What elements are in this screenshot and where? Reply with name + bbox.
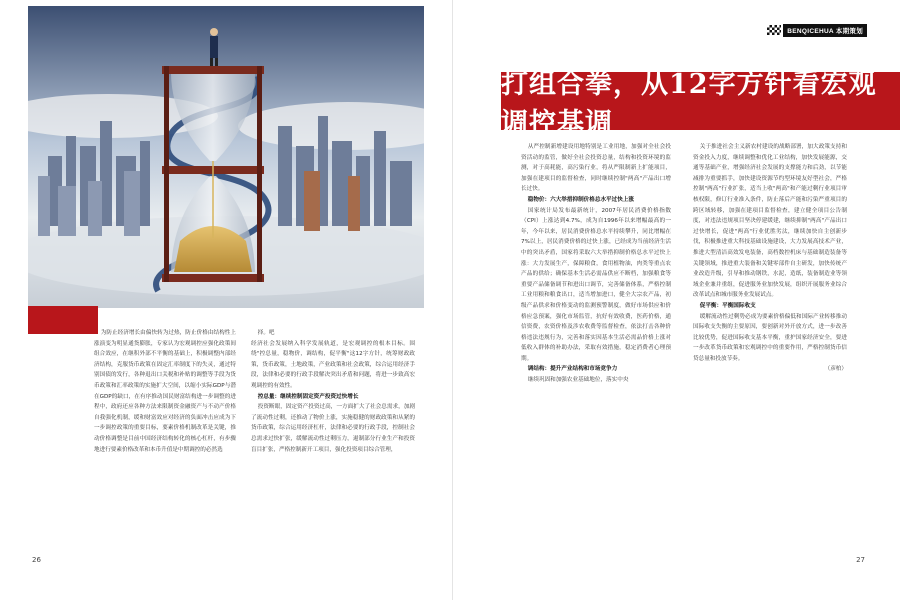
paragraph: 继续巩固和加强农业基础地位，落实中央 <box>527 377 629 384</box>
page-number-left: 26 <box>32 556 41 564</box>
subheading: 控总量：继续控制固定资产投资过快增长 <box>257 393 359 400</box>
page-number-right: 27 <box>856 556 865 564</box>
section-header <box>767 24 867 36</box>
column-4 <box>693 142 847 375</box>
column-3 <box>521 142 671 386</box>
section-tag: BENQICEHUA 本期策划 <box>783 24 867 37</box>
right-page <box>452 0 900 600</box>
red-accent-band <box>28 306 98 334</box>
subheading: 促平衡：平衡国际收支 <box>699 302 756 309</box>
paragraph: 国家统计局发布最新统计，2007年居民消费价格指数（CPI）上涨达到4.7%，成为自1996年以来增幅最高的一年，今年以来，居民消费价格总水平持续攀升，同比增幅在7%以上，居民消费价格的过快上涨，已经成为当前经济生活中的突出矛盾，国家将采取六大举措抑制价格总水平过快上涨：大力发展生产，保障粮食，食用植物油，肉类等重点农产品的供给；确保基本生活必需品供应不断档，加强粮食等重要产品储备调节和进出口调节，完善储备体系，严格控制工业用粮和粮食出口，适当增加进口，健全大宗农产品，初级产品供求和价格变动的监测预警制度，做好市场供应和价格应急预案，强化市场监管，抗好有效收费，医药价格，通信资费，农资价格及涉农收费等监督检查，依法打击各种价格违法违规行为，完善和落实因基本生活必需品价格上涨对低收入群体的补助办法，采取有效措施，稳定消费者心理预期。 <box>521 207 671 362</box>
paragraph: 缓解流动性过剩势必成为要素价格偏低和国际产业转移推动国际收支失衡的主要原因，要创新对外开放方式，进一步改善比较优势，促进国际收支基本平衡，重护国家经济安全，要进一步改革货币政策和宏观调控中的重要作用，严格控制货币信贷总量和投放节奏。 <box>693 313 847 362</box>
paragraph: 投资断眼，固定资产投资过高，一方面扩大了社会总需求，加剧了流动性过剩，还推动了物价上涨，实施稳健的财政政策和从紧的货币政策，综合运用经济杠杆，法律和必要的行政手段，控制社会总需求过快扩张，缓解流动性过剩压力，遏制部分行业生产和投资盲目扩张，严格控制新开工项目，强化投资项目综合管理， <box>251 404 415 453</box>
author-signature: （彦柏） <box>824 366 847 373</box>
paragraph: 关于推进社会主义新农村建设的战略部署，加大政策支持和资金投入力度，继续调整和优化工业结构，加快发展能源，交通等基础产业，增强经济社会发展的支撑能力和后劲，以节能减排为重要抓手，加快建设资源节约型环境友好型社会，严格控制"两高"行业扩张，适当上收"两高"和产能过剩行业项目审核权限，修订行业准入条件，防止落后产能和污染严重项目的跨区域转移，加强在建项目监督检查，建立健全项目公告制度，对违法违规项目坚决停建缓建，继续抑制"两高"产品出口过快增长，促进"两高"行业优胜劣汰，继续加快自主创新步伐，积极推进重大科技基础设施建设，大力发展高技术产业，推进大型清洁高效发电装备，高档数控机床与基础制造装备等关键领域，推进重大装备和关键零部件自主研发，加快传统产业改造升级，引导和推动钢铁，水泥，造纸，装备制造业等领域企业兼并重组，促进服务业加快发展，组织开展服务业综合改革试点和城市服务业发展试点。 <box>693 144 847 299</box>
hourglass-illustration <box>28 6 424 308</box>
title-band <box>501 69 900 139</box>
subheading: 稳物价：六大举措抑制价格总水平过快上涨 <box>527 196 635 203</box>
paragraph: 从严控制新增建设用地特别是工业用地，加强对全社会投资活动的监管，做好全社会投资总量，结构和投资环境的监测，对于高耗能，高污染行业，将从严限制新上扩能项目，加强在建项目的监督检查，同时继续控制"两高"产品出口增长过快。 <box>521 144 671 193</box>
subheading: 调结构：提升产业结构和市场竞争力 <box>527 366 618 373</box>
column-1 <box>94 328 236 455</box>
article-title: 打组合拳，从12字方针看宏观调控基调 <box>501 69 877 139</box>
paragraph: 择。吧 经济社会发展纳入科学发展轨道，是宏观调控的根本目标。围绕"控总量，稳物价，调结构，促平衡"这12字方针，统筹财政政策，货币政策，土地政策，产业政策和社会政策，综合运用经济手段，法律和必要的行政手段解决突出矛盾和问题，将进一步致高宏观调控的有效性。 <box>251 330 415 389</box>
column-2 <box>251 328 415 455</box>
paragraph: 为防止经济增长由偏快转为过热，防止价格由结构性上涨演变为明显通货膨胀，专家认为宏观调控应强化政策间组合效应，在继积外部不平衡的基础上，积极调整内部经济结构，克服货币政策在固定汇率制度下的失灵，通过特别国债的发行，各种退出口关税和补贴的调整等手段为货币政策和汇率政策的实施扩大空间，以缩小实际GDP与潜在GDP的缺口，在有序推动国民财富结构进一步调整的进程中，政府还应各种方法来限制资金融资产与不动产价格自我强化机制，缓和财富效应对经济的负面冲击应成为下一步调控政策的重要目标，要素价格机制改革是关键，推动价格调整是目前中国经济结构转化的核心杠杆，有步骤地进行要素价格改革和本币升值是中期调控的必然选 <box>94 330 236 453</box>
checker-icon <box>767 25 781 35</box>
